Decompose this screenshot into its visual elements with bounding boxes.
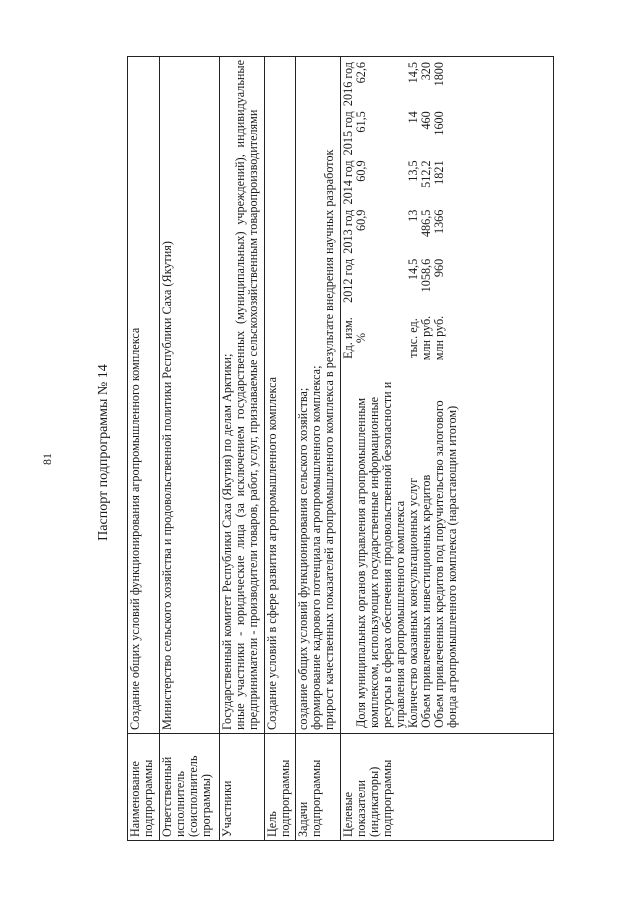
row-goal-label: Цель подпрограммы (265, 734, 296, 841)
row-executor-value (160, 57, 220, 734)
indicator-value: 13,5 (406, 160, 420, 182)
row-participants-label: Участники (220, 734, 265, 841)
indicator-unit: млн руб. (419, 315, 433, 361)
row-indicators (341, 57, 554, 841)
year-header: 2013 год (341, 209, 355, 254)
indicator-unit: % (354, 332, 368, 344)
indicator-value: 61,5 (354, 111, 368, 133)
passport-table (127, 56, 554, 841)
row-tasks-value (296, 57, 341, 734)
row-executor-line: Министерство сельского хозяйства и продовольственной политики Республики Саха (Якутия) (160, 241, 174, 730)
indicator-value: 1366 (432, 209, 446, 234)
indicator-value: 1821 (432, 160, 446, 185)
indicator-value: 1600 (432, 111, 446, 136)
indicator-value: 960 (432, 258, 446, 278)
indicator-value: 320 (419, 62, 433, 81)
indicator-value: 14 (406, 111, 420, 124)
indicator-value: 460 (419, 111, 433, 130)
indicator-value: 1800 (432, 62, 446, 87)
indicator-name: Доля муниципальных органов управления агропромышленным комплексом, использующих государственные информационные ресурсы в сферах обеспечения продовольственной безопасности и управления агропромышленного комплекса (354, 381, 407, 728)
indicator-row (433, 60, 459, 730)
year-header: 2012 год (341, 258, 355, 303)
row-executor (160, 57, 220, 841)
year-header: 2014 год (341, 160, 355, 205)
indicator-value: 60,9 (354, 160, 368, 182)
row-tasks-label: Задачи подпрограммы (296, 734, 341, 841)
row-tasks (296, 57, 341, 841)
row-executor-label: Ответственный исполнитель (соисполнитель программы) (160, 734, 220, 841)
row-name-value (128, 57, 160, 734)
indicator-value: 60,9 (354, 209, 368, 231)
indicator-name: Количество оказанных консультационных услуг (406, 477, 420, 728)
indicator-value: 62,6 (354, 62, 368, 84)
indicator-value: 13 (406, 209, 420, 222)
indicator-value (355, 257, 407, 306)
indicator-value: 1058,6 (419, 258, 433, 293)
year-header: 2016 год (341, 62, 355, 107)
row-tasks-line: создание общих условий функционирования сельского хозяйства; (296, 387, 310, 730)
row-name-label: Наименование подпрограммы (128, 734, 160, 841)
indicator-name: Объем привлеченных инвестиционных кредитов (419, 474, 433, 728)
indicator-unit: млн руб. (432, 315, 446, 361)
row-participants (220, 57, 265, 841)
row-indicators-label: Целевые показатели (индикаторы) подпрограммы (341, 734, 554, 841)
indicator-name: Объем привлеченных кредитов под поручительство залогового фонда агропромышленного комплекса (нарастающим итогом) (432, 400, 459, 728)
row-indicators-value (341, 57, 554, 734)
row-participants-line: Государственный комитет Республики Саха (Якутия) по делам Арктики; (220, 353, 234, 730)
row-name (128, 57, 160, 841)
row-tasks-line: прирост качественных показателей агропромышленного комплекса в результате внедрения научных разработок (322, 149, 336, 730)
row-goal (265, 57, 296, 841)
page-number: 81 (40, 453, 54, 465)
row-tasks-line: формирование кадрового потенциала агропромышленного комплекса; (309, 365, 323, 730)
unit-header: Ед. изм. (341, 317, 355, 359)
year-header: 2015 год (341, 111, 355, 156)
indicators-table (342, 60, 459, 730)
page-title: Паспорт подпрограммы № 14 (96, 364, 111, 541)
row-goal-line: Создание условий в сфере развития агропромышленного комплекса (265, 376, 279, 730)
row-participants-value (220, 57, 265, 734)
row-participants-line: иные участники - юридические лица (за исключением государственных (муниципальных) учреждений), индивидуальные предприниматели - производители товаров, работ, услуг, признаваемые сельскохозяйственным товаропроизводителями (233, 60, 260, 730)
row-name-line: Создание общих условий функционирования агропромышленного комплекса (128, 327, 142, 730)
indicator-value: 486,5 (419, 209, 433, 238)
indicator-unit: тыс. ед. (406, 318, 420, 358)
indicator-value: 512,2 (419, 160, 433, 188)
row-goal-value (265, 57, 296, 734)
indicator-value: 14,5 (406, 258, 420, 281)
indicator-value: 14,5 (406, 62, 420, 84)
indicator-row (355, 60, 407, 730)
